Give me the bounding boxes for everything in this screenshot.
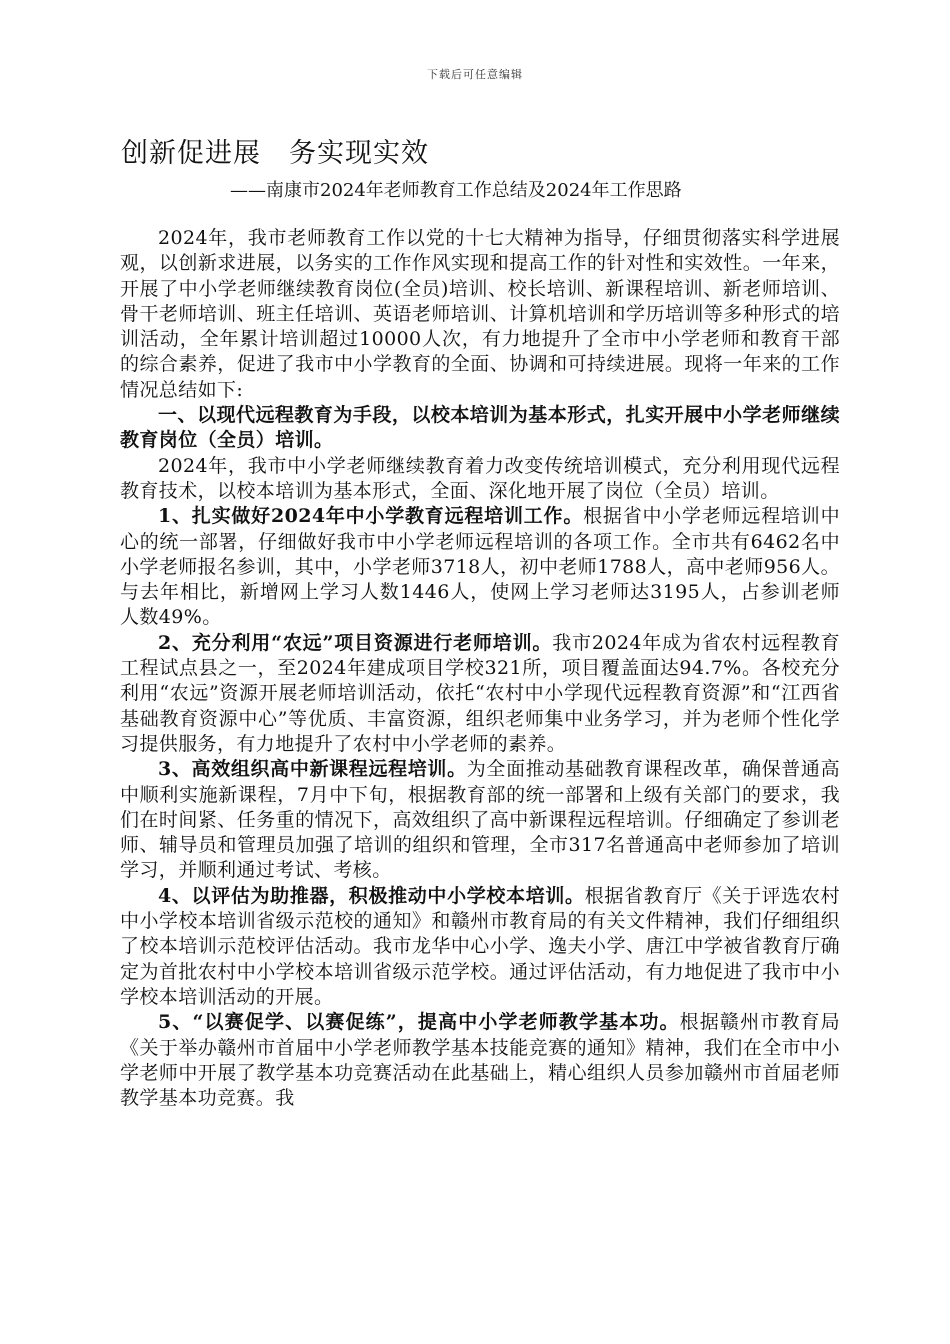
- paragraph-item-2: [120, 631, 840, 757]
- page-title: 创新促进展 务实现实效: [121, 138, 429, 169]
- section-heading-1: [120, 403, 840, 454]
- section-heading-text: 一、以现代远程教育为手段，以校本培训为基本形式，扎实开展中小学老师继续教育岗位（全员）培训。: [120, 404, 840, 452]
- paragraph-intro: [120, 226, 840, 403]
- document-body: [120, 226, 840, 1111]
- paragraph-section-1-intro: [120, 454, 840, 505]
- item-lead: 2、充分利用“农远”项目资源进行老师培训。: [158, 631, 553, 654]
- paragraph-item-1: [120, 504, 840, 630]
- paragraph-text: 2024年，我市中小学老师继续教育着力改变传统培训模式，充分利用现代远程教育技术，以校本培训为基本形式，全面、深化地开展了岗位（全员）培训。: [120, 454, 840, 502]
- paragraph-text: 2024年，我市老师教育工作以党的十七大精神为指导，仔细贯彻落实科学进展观，以创新求进展，以务实的工作作风实现和提高工作的针对性和实效性。一年来，开展了中小学老师继续教育岗位(全员)培训、校长培训、新课程培训、新老师培训、骨干老师培训、班主任培训、英语老师培训、计算机培训和学历培训等多种形式的培训活动，全年累计培训超过10000人次，有力地提升了全市中小学老师和教育干部的综合素养，促进了我市中小学教育的全面、协调和可持续进展。现将一年来的工作情况总结如下:: [120, 227, 840, 401]
- paragraph-text: 我市2024年成为省农村远程教育工程试点县之一，至2024年建成项目学校321所，项目覆盖面达94.7%。各校充分利用“农远”资源开展老师培训活动，依托“农村中小学现代远程教育资源”和“江西省基础教育资源中心”等优质、丰富资源，组织老师集中业务学习，并为老师个性化学习提供服务，有力地提升了农村中小学老师的素养。: [120, 631, 840, 755]
- page-subtitle: ——南康市2024年老师教育工作总结及2024年工作思路: [230, 180, 682, 201]
- item-lead: 1、扎实做好2024年中小学教育远程培训工作。: [158, 505, 584, 528]
- item-lead: 5、“以赛促学、以赛促练”，提高中小学老师教学基本功。: [158, 1011, 680, 1034]
- paragraph-text: 为全面推动基础教育课程改革，确保普通高中顺利实施新课程，7月中下旬，根据教育部的统一部署和上级有关部门的要求，我们在时间紧、任务重的情况下，高效组织了高中新课程远程培训。仔细确定了参训老师、辅导员和管理员加强了培训的组织和管理，全市317名普通高中老师参加了培训学习，并顺利通过考试、考核。: [120, 758, 840, 882]
- paragraph-text: 根据赣州市教育局《关于举办赣州市首届中小学老师教学基本技能竞赛的通知》精神，我们在全市中小学老师中开展了教学基本功竞赛活动在此基础上，精心组织人员参加赣州市首届老师教学基本功竞赛。我: [120, 1011, 841, 1110]
- paragraph-item-5: [120, 1010, 840, 1111]
- paragraph-item-4: [120, 884, 840, 1010]
- item-lead: 3、高效组织高中新课程远程培训。: [158, 758, 467, 781]
- paragraph-item-3: [120, 757, 840, 883]
- paragraph-text: 根据省教育厅《关于评选农村中小学校本培训省级示范校的通知》和赣州市教育局的有关文件精神，我们仔细组织了校本培训示范校评估活动。我市龙华中心小学、逸夫小学、唐江中学被省教育厅确定为首批农村中小学校本培训省级示范学校。通过评估活动，有力地促进了我市中小学校本培训活动的开展。: [120, 884, 840, 1008]
- header-note: 下载后可任意编辑: [427, 68, 523, 81]
- item-lead: 4、以评估为助推器，积极推动中小学校本培训。: [158, 884, 585, 907]
- paragraph-text: 根据省中小学老师远程培训中心的统一部署，仔细做好我市中小学老师远程培训的各项工作。全市共有6462名中小学老师报名参训，其中，小学老师3718人，初中老师1788人，高中老师956人。与去年相比，新增网上学习人数1446人，使网上学习老师达3195人，占参训老师人数49%。: [120, 505, 840, 629]
